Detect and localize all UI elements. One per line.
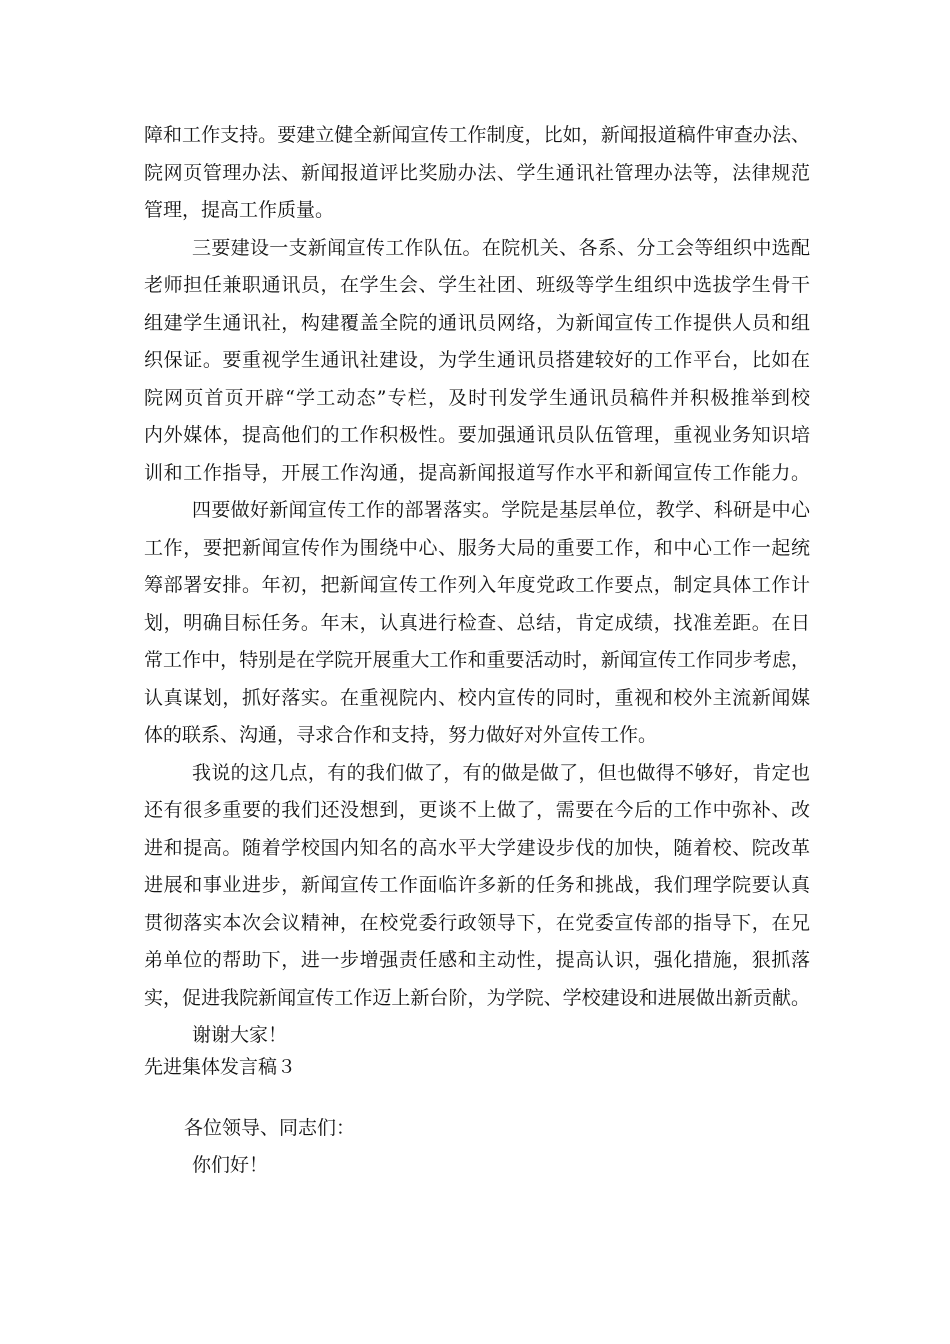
paragraph-4-line-7: 体的联系、沟通，寻求合作和支持，努力做好对外宣传工作。 [144,724,658,746]
paragraph-3-line-7: 训和工作指导，开展工作沟通，提高新闻报道写作水平和新闻宣传工作能力。 [144,462,810,484]
section-heading: 先进集体发言稿３ [144,1056,297,1078]
paragraph-4-line-1: 四要做好新闻宣传工作的部署落实。学院是基层单位，教学、科研是中心 [192,499,810,521]
paragraph-4-line-5: 常工作中，特别是在学院开展重大工作和重要活动时，新闻宣传工作同步考虑， [144,649,810,671]
paragraph-4-line-2: 工作，要把新闻宣传作为围绕中心、服务大局的重要工作，和中心工作一起统 [144,537,810,559]
paragraph-3-line-5: 院网页首页开辟“学工动态”专栏，及时刊发学生通讯员稿件并积极推举到校 [144,387,810,409]
paragraph-5-line-4: 进展和事业进步，新闻宣传工作面临许多新的任务和挑战，我们理学院要认真 [144,874,810,896]
closing-thanks: 谢谢大家！ [192,1024,288,1046]
paragraph-5-line-6: 弟单位的帮助下，进一步增强责任感和主动性，提高认识，强化措施，狠抓落 [144,949,810,971]
paragraph-2-line-1: 障和工作支持。要建立健全新闻宣传工作制度，比如，新闻报道稿件审查办法、 [144,124,810,146]
paragraph-3-line-3: 组建学生通讯社，构建覆盖全院的通讯员网络，为新闻宣传工作提供人员和组 [144,312,810,334]
paragraph-4-line-3: 筹部署安排。年初，把新闻宣传工作列入年度党政工作要点，制定具体工作计 [144,574,810,596]
paragraph-3-line-4: 织保证。要重视学生通讯社建设，为学生通讯员搭建较好的工作平台，比如在 [144,349,810,371]
paragraph-3-line-1: 三要建设一支新闻宣传工作队伍。在院机关、各系、分工会等组织中选配 [192,237,810,259]
salutation: 各位领导、同志们： [184,1117,356,1139]
paragraph-4-line-6: 认真谋划，抓好落实。在重视院内、校内宣传的同时，重视和校外主流新闻媒 [144,687,810,709]
paragraph-5-line-5: 贯彻落实本次会议精神，在校党委行政领导下，在党委宣传部的指导下，在兄 [144,912,810,934]
paragraph-2-line-2: 院网页管理办法、新闻报道评比奖励办法、学生通讯社管理办法等，法律规范 [144,162,810,184]
paragraph-5-line-3: 进和提高。随着学校国内知名的高水平大学建设步伐的加快，随着校、院改革 [144,837,810,859]
paragraph-3-line-6: 内外媒体，提高他们的工作积极性。要加强通讯员队伍管理，重视业务知识培 [144,424,810,446]
paragraph-5-line-7: 实，促进我院新闻宣传工作迈上新台阶，为学院、学校建设和进展做出新贡献。 [144,987,810,1009]
paragraph-5-line-1: 我说的这几点，有的我们做了，有的做是做了，但也做得不够好，肯定也 [192,762,810,784]
paragraph-5-line-2: 还有很多重要的我们还没想到，更谈不上做了，需要在今后的工作中弥补、改 [144,799,810,821]
paragraph-3-line-2: 老师担任兼职通讯员，在学生会、学生社团、班级等学生组织中选拔学生骨干 [144,274,810,296]
greeting: 你们好！ [192,1154,269,1176]
paragraph-2-line-3: 管理，提高工作质量。 [144,199,335,221]
paragraph-4-line-4: 划，明确目标任务。年末，认真进行检查、总结，肯定成绩，找准差距。在日 [144,612,810,634]
